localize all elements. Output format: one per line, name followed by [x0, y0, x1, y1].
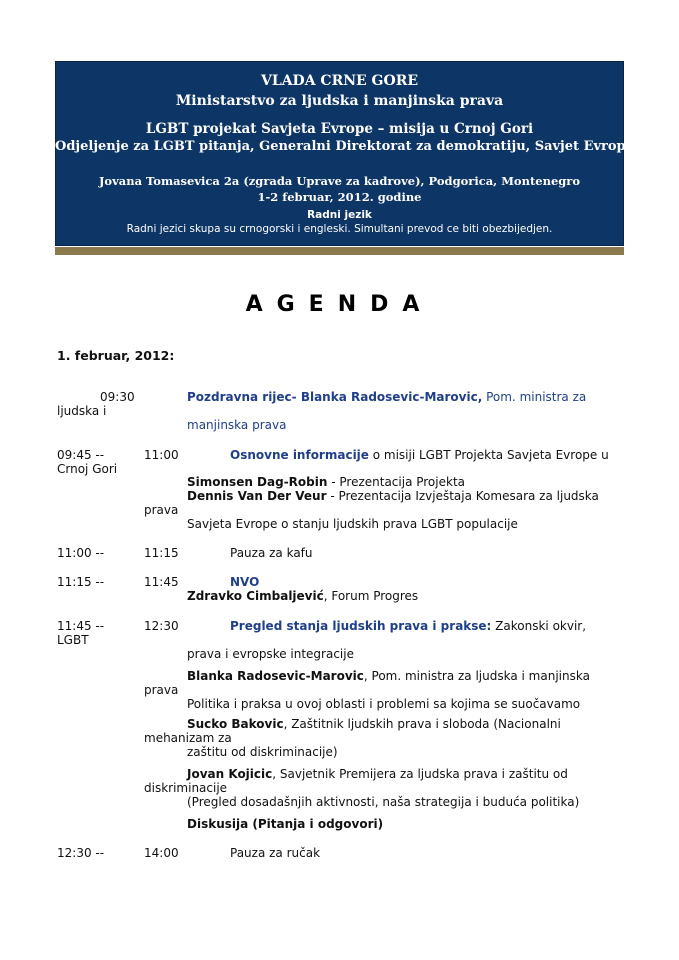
session-2-speaker-2 [187, 489, 599, 503]
session-2-speaker-2-cont: Savjeta Evrope o stanju ljudskih prava LGBT populacije [187, 517, 518, 531]
session-5-speaker-2-wrap: mehanizam za [144, 731, 232, 745]
working-language-text: Radni jezici skupa su crnogorski i engleski. Simultani prevod ce biti obezbijedjen. [126, 223, 553, 235]
session-2-title: Osnovne informacije [230, 448, 369, 462]
session-6-title: Pauza za ručak [230, 846, 321, 860]
session-2-speaker-1 [187, 475, 465, 489]
speaker-desc: - Prezentacija Projekta [327, 475, 465, 489]
session-5-speaker-1-cont: Politika i praksa u ovoj oblasti i problemi sa kojima se suočavamo [187, 697, 581, 711]
session-2-end: 11:00 [144, 448, 179, 462]
session-5-speaker-3-wrap: diskriminacije [144, 781, 228, 795]
venue-address: Jovana Tomasevica 2a (zgrada Uprave za kadrove), Podgorica, Montenegro [98, 174, 581, 188]
session-5-wrap: LGBT [57, 633, 89, 647]
session-5-title: Pregled stanja ljudskih prava i prakse: [230, 619, 492, 633]
session-5-end: 12:30 [144, 619, 179, 633]
session-4-speaker [187, 589, 418, 603]
session-6-end: 14:00 [144, 846, 179, 860]
session-1-title: Pozdravna rijec- Blanka Radosevic-Marovic, [187, 390, 483, 404]
session-5-discussion: Diskusija (Pitanja i odgovori) [187, 817, 384, 831]
session-5-desc: Zakonski okvir, [491, 619, 587, 633]
session-5-speaker-3 [187, 767, 568, 781]
speaker-desc: , Zaštitnik ljudskih prava i sloboda (Nacionalni [283, 717, 561, 731]
project-name: LGBT projekat Savjeta Evrope – misija u Crnoj Gori [145, 121, 534, 137]
session-3-title: Pauza za kafu [230, 546, 313, 560]
session-5-speaker-1 [187, 669, 590, 683]
session-1-line [187, 390, 586, 404]
speaker-desc: , Pom. ministra za ljudska i manjinska [363, 669, 590, 683]
session-3-start: 11:00 -- [57, 546, 105, 560]
session-1-cont: manjinska prava [187, 418, 287, 432]
session-4-start: 11:15 -- [57, 575, 105, 589]
session-6-start: 12:30 -- [57, 846, 105, 860]
session-1-wrap: ljudska i [57, 404, 107, 418]
day-heading: 1. februar, 2012: [57, 348, 175, 363]
event-dates: 1-2 februar, 2012. godine [257, 190, 422, 204]
session-2-line [230, 448, 609, 462]
speaker-name: Blanka Radosevic-Marovic [187, 669, 364, 683]
session-4-title: NVO [230, 575, 260, 589]
session-2-speaker-2-wrap: prava [144, 503, 179, 517]
header-underline [55, 246, 624, 255]
speaker-name: Simonsen Dag-Robin [187, 475, 328, 489]
session-5-speaker-1-wrap: prava [144, 683, 179, 697]
speaker-name: Jovan Kojicic [187, 767, 273, 781]
speaker-desc: , Forum Progres [323, 589, 419, 603]
speaker-desc: - Prezentacija Izvještaja Komesara za ljudska [326, 489, 599, 503]
department-name: Odjeljenje za LGBT pitanja, Generalni Direktorat za demokratiju, Savjet Evrope [55, 139, 634, 154]
session-5-start: 11:45 -- [57, 619, 105, 633]
session-2-wrap: Crnoj Gori [57, 462, 118, 476]
session-5-cont: prava i evropske integracije [187, 647, 354, 661]
ministry-name: Ministarstvo za ljudska i manjinska prava [175, 93, 504, 109]
agenda-title: AGENDA [245, 292, 434, 317]
session-3-end: 11:15 [144, 546, 179, 560]
session-5-speaker-3-cont: (Pregled dosadašnjih aktivnosti, naša strategija i buduća politika) [187, 795, 580, 809]
speaker-name: Zdravko Cimbaljević [187, 589, 324, 603]
speaker-name: Sucko Bakovic [187, 717, 284, 731]
session-5-speaker-2-cont: zaštitu od diskriminacije) [187, 745, 338, 759]
session-2-start: 09:45 -- [57, 448, 105, 462]
session-1-time: 09:30 [100, 390, 135, 404]
working-language-title: Radni jezik [307, 209, 372, 221]
speaker-name: Dennis Van Der Veur [187, 489, 327, 503]
session-5-speaker-2 [187, 717, 561, 731]
session-4-end: 11:45 [144, 575, 179, 589]
session-2-desc: o misiji LGBT Projekta Savjeta Evrope u [368, 448, 609, 462]
government-name: VLADA CRNE GORE [260, 73, 419, 89]
session-1-desc: Pom. ministra za [482, 390, 587, 404]
speaker-desc: , Savjetnik Premijera za ljudska prava i zaštitu od [272, 767, 568, 781]
session-5-line [230, 619, 586, 633]
